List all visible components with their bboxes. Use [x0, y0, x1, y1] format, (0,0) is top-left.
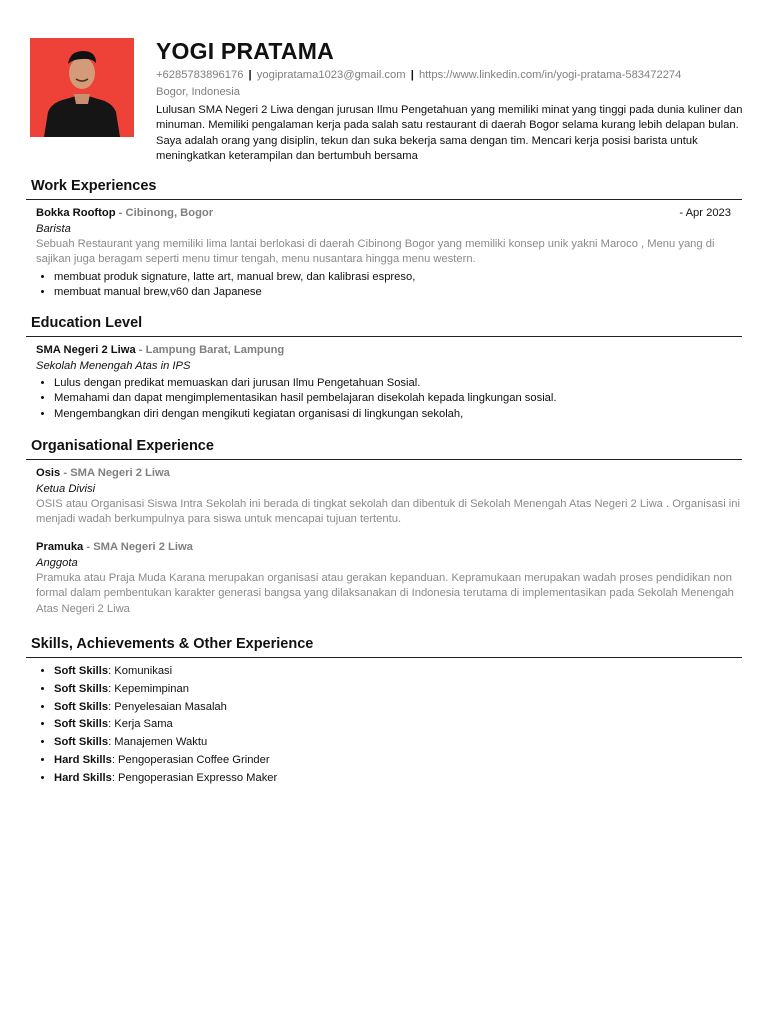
contact-line [156, 68, 746, 83]
organisation-location: - SMA Negeri 2 Liwa [60, 467, 170, 479]
section-title: Skills, Achievements & Other Experience [26, 635, 742, 658]
responsibility-list [36, 270, 742, 301]
skill-category: Soft Skills [54, 700, 109, 713]
list-item: • Lulus dengan predikat memuaskan dari jurusan Ilmu Pengetahuan Sosial. [54, 376, 742, 391]
education-achievement-list [36, 376, 742, 422]
section-title: Organisational Experience [26, 437, 742, 460]
company-description: Sebuah Restaurant yang memiliki lima lantai berlokasi di daerah Cibinong Bogor yang memiliki konsep unik yakni Maroco , Menu yang di sajikan juga beragam seperti menu timur tengah, menu nusantara hingga menu western. [36, 238, 715, 266]
skill-category: Soft Skills [54, 718, 109, 731]
skill-category: Soft Skills [54, 665, 109, 677]
linkedin-link[interactable]: https://www.linkedin.com/in/yogi-pratama-583472274 [418, 69, 682, 81]
skill-value: : Komunikasi [108, 665, 173, 677]
skill-category: Hard Skills [54, 753, 112, 766]
work-entry [26, 206, 742, 301]
organisation-name: Osis [36, 467, 61, 479]
profile-photo [30, 38, 134, 137]
skill-value: : Kepemimpinan [108, 682, 189, 695]
profile-summary: Lulusan SMA Negeri 2 Liwa dengan jurusan Ilmu Pengetahuan yang memiliki minat yang tinggi pada dunia kuliner dan minuman. Memiliki pengalaman kerja pada salah satu restaurant di daerah Bogor selama kurang lebih delapan bulan. Saya adalah orang yang disiplin, tekun dan suka bekerja sama dengan tim. Mencari kerja posisi barista untuk meningkatkan keterampilan dan bertumbuh bersama [156, 104, 743, 163]
organisation-location: - SMA Negeri 2 Liwa [83, 540, 193, 553]
contact-separator: | [248, 69, 252, 81]
organisation-entry [26, 540, 742, 617]
skill-item [54, 716, 742, 734]
skill-item [54, 699, 742, 717]
organisation-entry [26, 466, 742, 528]
skill-value: : Kerja Sama [108, 718, 173, 731]
skills-list [26, 663, 742, 788]
candidate-name: YOGI PRATAMA [156, 38, 334, 64]
skills-section [26, 635, 742, 788]
email-link[interactable]: yogipratama1023@gmail.com [256, 69, 406, 81]
skill-item [54, 734, 742, 752]
degree-program: Sekolah Menengah Atas in IPS [36, 360, 191, 372]
skill-item [54, 752, 742, 770]
school-location: - Lampung Barat, Lampung [135, 344, 285, 356]
education-entry [26, 343, 742, 422]
job-title: Barista [36, 223, 71, 235]
skill-category: Soft Skills [54, 736, 109, 749]
organisation-role: Anggota [36, 556, 78, 569]
list-item: • membuat produk signature, latte art, manual brew, dan kalibrasi espreso, [54, 270, 742, 285]
list-item: • Mengembangkan diri dengan mengikuti kegiatan organisasi di lingkungan sekolah, [54, 407, 742, 422]
company-name: Bokka Rooftop [36, 207, 116, 219]
education-section [26, 314, 742, 422]
skill-item [54, 681, 742, 699]
skill-value: : Manajemen Waktu [108, 736, 208, 749]
section-title: Education Level [26, 314, 742, 337]
skill-value: : Pengoperasian Coffee Grinder [111, 753, 270, 766]
employment-date: - Apr 2023 [679, 207, 731, 219]
skill-item [54, 770, 742, 788]
skill-value: : Pengoperasian Expresso Maker [111, 771, 278, 784]
contact-separator: | [410, 69, 414, 81]
skill-category: Soft Skills [54, 682, 109, 695]
list-item: • membuat manual brew,v60 dan Japanese [54, 285, 742, 300]
person-portrait-icon [30, 38, 134, 137]
organisation-description: Pramuka atau Praja Muda Karana merupakan organisasi atau gerakan kepanduan. Kepramukaan merupakan wadah proses pendidikan non formal dalam pembentukan karakter generasi bangsa yang dilaksanakan di Indonesia terutama di implementasikan pada Sekolah Menengah Atas Negeri 2 Liwa [36, 571, 734, 615]
organisational-experience-section [26, 437, 742, 617]
candidate-location: Bogor, Indonesia [156, 86, 240, 98]
work-experience-section [26, 177, 742, 301]
skill-value: : Penyelesaian Masalah [108, 700, 227, 713]
company-location: - Cibinong, Bogor [115, 207, 214, 219]
phone-number: +6285783896176 [156, 69, 244, 81]
organisation-name: Pramuka [36, 540, 84, 553]
skill-item [54, 663, 742, 681]
organisation-description: OSIS atau Organisasi Siswa Intra Sekolah ini berada di tingkat sekolah dan dibentuk di Sekolah Menengah Atas Negeri 2 Liwa . Organisasi ini menjadi wadah berkumpulnya para siswa untuk mencapai tujuan tertentu. [36, 498, 740, 526]
section-title: Work Experiences [26, 177, 742, 200]
school-name: SMA Negeri 2 Liwa [36, 344, 136, 356]
list-item: • Memahami dan dapat mengimplementasikan hasil pembelajaran disekolah kepada lingkungan sosial. [54, 391, 742, 406]
organisation-role: Ketua Divisi [36, 483, 96, 495]
skill-category: Hard Skills [54, 771, 112, 784]
